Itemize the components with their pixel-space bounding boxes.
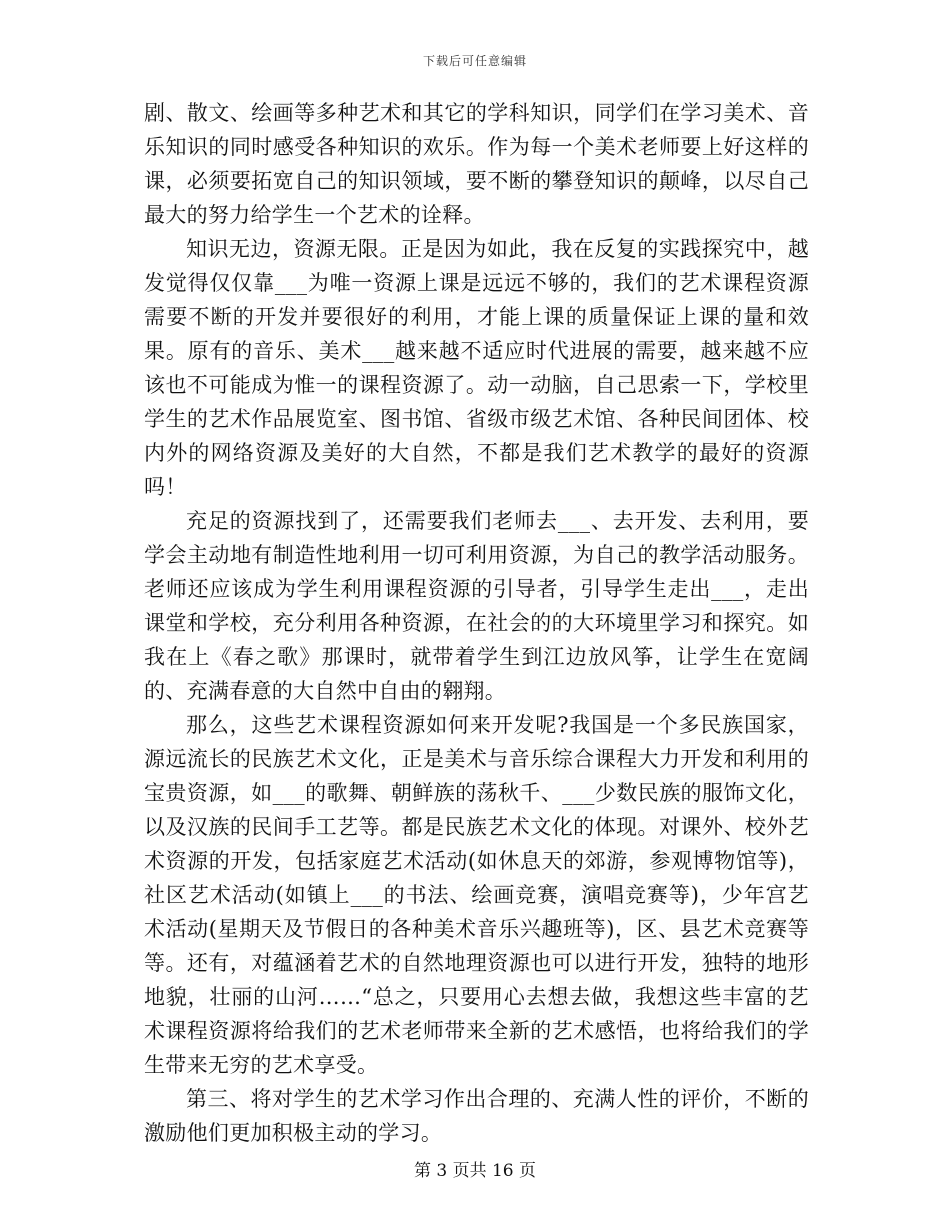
paragraph-resources: 知识无边，资源无限。正是因为如此，我在反复的实践探究中，越发觉得仅仅靠___为唯一资源上课是远远不够的，我们的艺术课程资源需要不断的开发并要很好的利用，才能上课的质量保证上课的量和效果。原有的音乐、美术___越来越不适应时代进展的需要，越来越不应该也不可能成为惟一的课程资源了。动一动脑，自己思索一下，学校里学生的艺术作品展览室、图书馆、省级市级艺术馆、各种民间团体、校内外的网络资源及美好的大自然，不都是我们艺术教学的最好的资源吗！ (144, 237, 809, 499)
document-body (144, 96, 809, 1150)
page-header-note: 下载后可任意编辑 (422, 54, 527, 68)
paragraph-continuation: 剧、散文、绘画等多种艺术和其它的学科知识，同学们在学习美术、音乐知识的同时感受各种知识的欢乐。作为每一个美术老师要上好这样的课，必须要拓宽自己的知识领域，要不断的攀登知识的颠峰，以尽自己最大的努力给学生一个艺术的诠释。 (144, 101, 809, 227)
paragraph-teacher-guidance: 充足的资源找到了，还需要我们老师去___、去开发、去利用，要学会主动地有制造性地利用一切可利用资源，为自己的教学活动服务。老师还应该成为学生利用课程资源的引导者，引导学生走出___，走出课堂和学校，充分利用各种资源，在社会的的大环境里学习和探究。如我在上《春之歌》那课时，就带着学生到江边放风筝，让学生在宽阔的、充满春意的大自然中自由的翱翔。 (144, 509, 809, 703)
paragraph-evaluation: 第三、将对学生的艺术学习作出合理的、充满人性的评价，不断的激励他们更加积极主动的学习。 (144, 1087, 809, 1145)
paragraph-ethnic-art: 那么，这些艺术课程资源如何来开发呢?我国是一个多民族国家，源远流长的民族艺术文化，正是美术与音乐综合课程大力开发和利用的宝贵资源，如___的歌舞、朝鲜族的荡秋千、___少数民族的服饰文化，以及汉族的民间手工艺等。都是民族艺术文化的体现。对课外、校外艺术资源的开发，包括家庭艺术活动(如休息天的郊游，参观博物馆等)，社区艺术活动(如镇上___的书法、绘画竞赛，演唱竞赛等)，少年宫艺术活动(星期天及节假日的各种美术音乐兴趣班等)，区、县艺术竞赛等等。还有，对蕴涵着艺术的自然地理资源也可以进行开发，独特的地形地貌，壮丽的山河……“总之，只要用心去想去做，我想这些丰富的艺术课程资源将给我们的艺术老师带来全新的艺术感悟，也将给我们的学生带来无穷的艺术享受。 (144, 713, 809, 1077)
page-number-footer: 第 3 页共 16 页 (413, 1161, 537, 1181)
